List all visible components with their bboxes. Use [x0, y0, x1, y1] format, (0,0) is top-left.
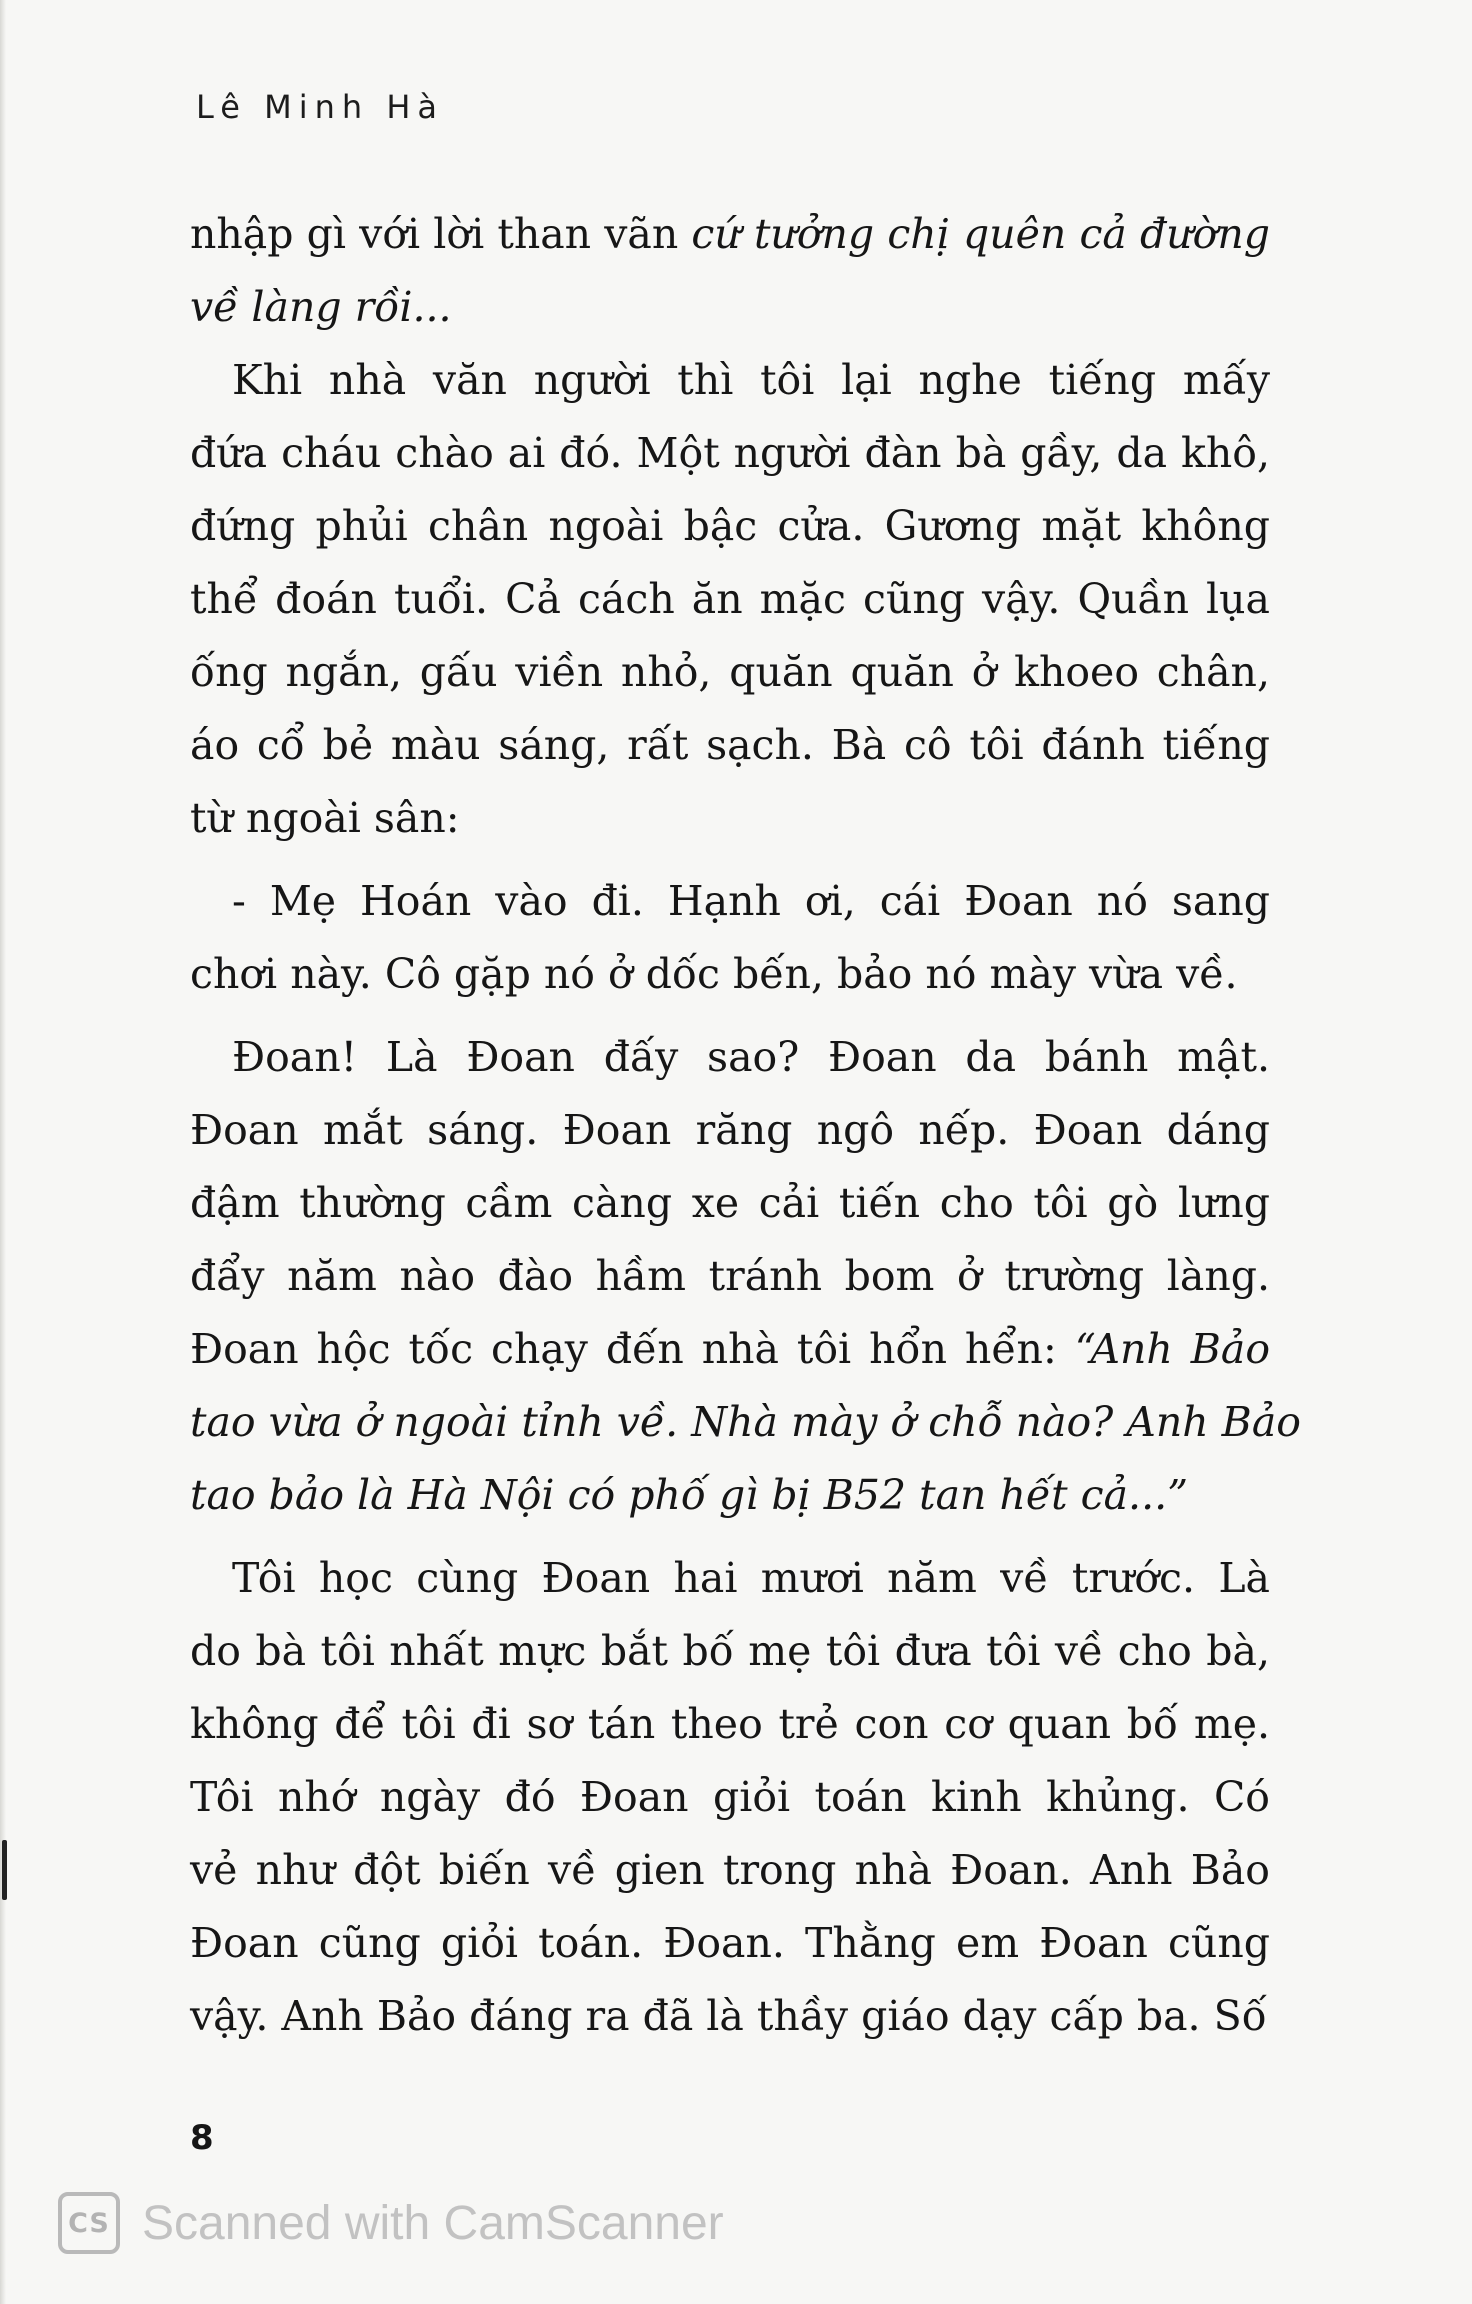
paragraph-2-line-4 [190, 563, 1270, 636]
text-run: Đoan! Là Đoan đấy sao? Đoan da bánh mật. [232, 1033, 1270, 1081]
paragraph-1-line-2 [190, 271, 1270, 344]
paragraph-5-line-1 [190, 1542, 1270, 1615]
italic-text: tao vừa ở ngoài tỉnh về. Nhà mày ở chỗ nào? Anh Bảo [190, 1398, 1301, 1446]
paragraph-3-line-2 [190, 938, 1270, 1011]
paragraph-4-line-4 [190, 1240, 1270, 1313]
text-run: vẻ như đột biến về gien trong nhà Đoan. Anh Bảo [190, 1846, 1270, 1894]
text-run: ống ngắn, gấu viền nhỏ, quăn quăn ở khoeo chân, [190, 648, 1270, 696]
italic-text: về làng rồi... [190, 283, 452, 331]
text-run: từ ngoài sân: [190, 794, 460, 842]
text-run: nhập gì với lời than vãn [190, 210, 692, 258]
text-run: đậm thường cầm càng xe cải tiến cho tôi gò lưng [190, 1179, 1270, 1227]
paragraph-2-line-6 [190, 709, 1270, 782]
paragraph-2-line-3 [190, 490, 1270, 563]
camscanner-logo-icon: CS [58, 2192, 120, 2254]
paragraph-5-line-6 [190, 1907, 1270, 1980]
text-run: đứa cháu chào ai đó. Một người đàn bà gầy, da khô, [190, 429, 1270, 477]
binding-mark [2, 1840, 7, 1900]
text-run: Tôi học cùng Đoan hai mươi năm về trước. Là [232, 1554, 1270, 1602]
text-run: Tôi nhớ ngày đó Đoan giỏi toán kinh khủng. Có [190, 1773, 1270, 1821]
text-run: Khi nhà văn người thì tôi lại nghe tiếng mấy [232, 356, 1270, 404]
text-run: chơi này. Cô gặp nó ở dốc bến, bảo nó mày vừa về. [190, 950, 1238, 998]
watermark-text: Scanned with CamScanner [142, 2196, 724, 2250]
page-number: 8 [190, 2118, 214, 2158]
paragraph-2-line-1 [190, 344, 1270, 417]
paragraph-2-line-7 [190, 782, 1270, 855]
paragraph-4-line-3 [190, 1167, 1270, 1240]
paragraph-4-line-6 [190, 1386, 1301, 1459]
paragraph-4-line-7 [190, 1459, 1270, 1532]
text-run: Đoan cũng giỏi toán. Đoan. Thằng em Đoan cũng [190, 1919, 1270, 1967]
paragraph-4-line-2 [190, 1094, 1270, 1167]
camscanner-watermark [58, 2192, 724, 2254]
paragraph-4-line-1 [190, 1021, 1270, 1094]
paragraph-5-line-4 [190, 1761, 1270, 1834]
paragraph-5-line-7 [190, 1980, 1270, 2053]
running-header-author: Lê Minh Hà [196, 88, 445, 126]
paragraph-5-line-2 [190, 1615, 1270, 1688]
text-run: đẩy năm nào đào hầm tránh bom ở trường làng. [190, 1252, 1270, 1300]
text-run: không để tôi đi sơ tán theo trẻ con cơ quan bố mẹ. [190, 1700, 1270, 1748]
body-text [190, 198, 1301, 2053]
paragraph-5-line-5 [190, 1834, 1270, 1907]
paragraph-3-line-1 [190, 865, 1270, 938]
text-run: áo cổ bẻ màu sáng, rất sạch. Bà cô tôi đánh tiếng [190, 721, 1270, 769]
text-run: thể đoán tuổi. Cả cách ăn mặc cũng vậy. Quần lụa [190, 575, 1270, 623]
text-run: đứng phủi chân ngoài bậc cửa. Gương mặt không [190, 502, 1270, 550]
paragraph-1-line-1 [190, 198, 1270, 271]
text-run: do bà tôi nhất mực bắt bố mẹ tôi đưa tôi về cho bà, [190, 1627, 1270, 1675]
paragraph-2-line-5 [190, 636, 1270, 709]
italic-text: “Anh Bảo [1074, 1325, 1271, 1373]
italic-text: tao bảo là Hà Nội có phố gì bị B52 tan hết cả...” [190, 1471, 1189, 1519]
text-run: - Mẹ Hoán vào đi. Hạnh ơi, cái Đoan nó sang [232, 877, 1270, 925]
italic-text: cứ tưởng chị quên cả đường [691, 210, 1270, 258]
paragraph-4-line-5 [190, 1313, 1270, 1386]
text-run: Đoan mắt sáng. Đoan răng ngô nếp. Đoan dáng [190, 1106, 1270, 1154]
text-run: Đoan hộc tốc chạy đến nhà tôi hổn hển: [190, 1325, 1075, 1373]
paragraph-2-line-2 [190, 417, 1270, 490]
page-edge [0, 0, 6, 2304]
paragraph-5-line-3 [190, 1688, 1270, 1761]
text-run: vậy. Anh Bảo đáng ra đã là thầy giáo dạy cấp ba. Số [190, 1992, 1267, 2040]
